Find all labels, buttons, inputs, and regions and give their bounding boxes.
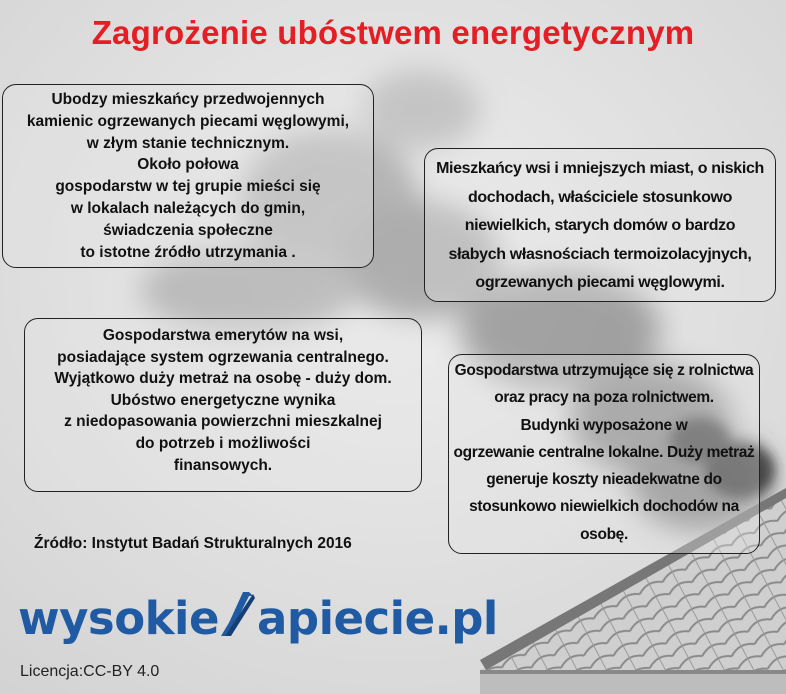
info-line: Wyjątkowo duży metraż na osobę - duży dom. xyxy=(54,370,392,388)
info-line: finansowych. xyxy=(173,456,273,474)
info-box-rural-houses xyxy=(424,148,776,302)
info-line: Ubóstwo energetyczne wynika xyxy=(110,391,336,409)
info-line: ogrzewanych piecami węglowymi. xyxy=(475,274,725,292)
lightning-bolt-icon xyxy=(219,592,257,638)
info-line: świadczenia społeczne xyxy=(103,221,273,239)
info-box-urban-tenements xyxy=(2,84,374,268)
info-line: do potrzeb i możliwości xyxy=(135,434,311,452)
info-line: w złym stanie technicznym. xyxy=(86,134,290,152)
info-line: kamienic ogrzewanych piecami węglowymi, xyxy=(26,112,350,130)
info-line: ogrzewanie centralne lokalne. Duży metraż xyxy=(453,443,755,461)
info-line: z niedopasowania powierzchni mieszkalnej xyxy=(64,413,382,431)
info-line: posiadające system ogrzewania centralnego. xyxy=(57,348,389,366)
info-line: Budynki wyposażone w xyxy=(520,416,688,434)
info-line: w lokalach należących do gmin, xyxy=(70,199,306,217)
info-line: osobę. xyxy=(580,525,628,543)
brand-logo[interactable] xyxy=(18,592,498,645)
info-box-pensioners xyxy=(24,318,422,492)
info-line: oraz pracy na poza rolnictwem. xyxy=(494,389,714,407)
logo-text-part1: wysokie xyxy=(18,592,219,645)
source-note: Źródło: Instytut Badań Strukturalnych 2016 xyxy=(34,535,352,552)
info-line: Mieszkańcy wsi i mniejszych miast, o niskich xyxy=(436,160,764,177)
info-line: niewielkich, starych domów o bardzo xyxy=(464,217,736,235)
info-line: generuje koszty nieadekwatne do xyxy=(486,471,722,489)
info-line: słabych własnościach termoizolacyjnych, xyxy=(448,245,752,263)
info-line: Gospodarstwa utrzymujące się z rolnictwa xyxy=(454,362,754,379)
info-line: Około połowa xyxy=(137,156,239,174)
logo-text-part2: apiecie.pl xyxy=(256,592,498,645)
license-note: Licencja:CC-BY 4.0 xyxy=(20,663,160,680)
info-line: Gospodarstwa emerytów na wsi, xyxy=(102,327,344,344)
info-box-farmers xyxy=(448,354,760,554)
info-line: to istotne źródło utrzymania . xyxy=(80,243,296,261)
info-line: gospodarstw w tej grupie mieści się xyxy=(55,178,321,196)
info-line: Ubodzy mieszkańcy przedwojennych xyxy=(51,91,325,108)
page-title: Zagrożenie ubóstwem energetycznym xyxy=(91,14,695,51)
info-line: stosunkowo niewielkich dochodów na xyxy=(469,498,739,516)
info-line: dochodach, właściciele stosunkowo xyxy=(467,188,733,206)
